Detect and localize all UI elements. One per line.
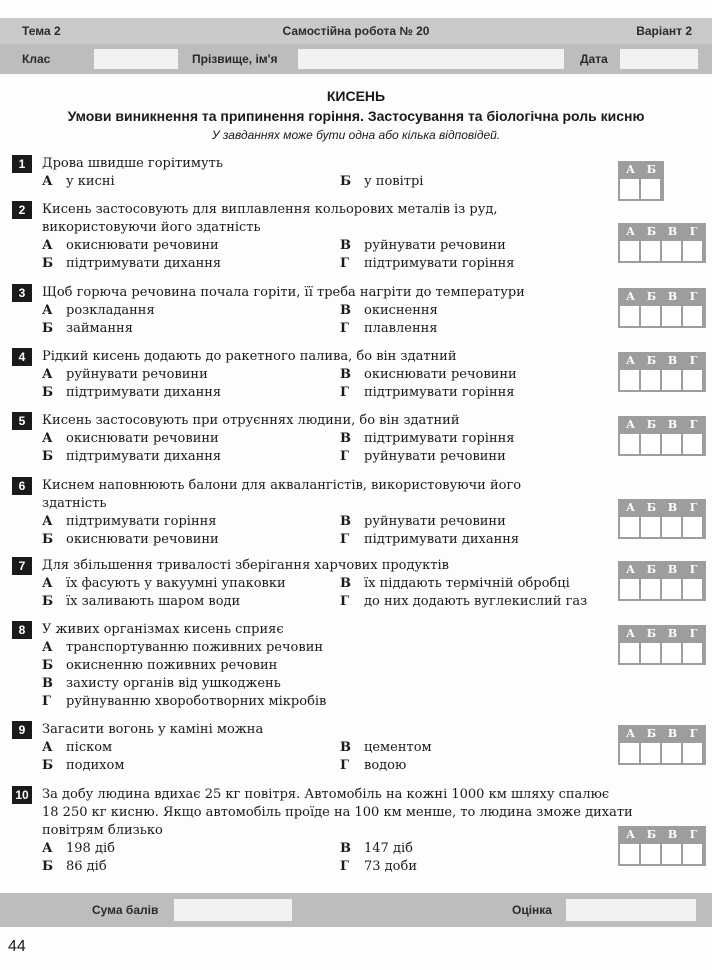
date-field[interactable] <box>620 49 698 69</box>
answer-cell-b[interactable] <box>641 434 660 454</box>
instruction-text: У завданнях може бути одна або кілька відповідей. <box>211 128 501 142</box>
answer-grid: А Б В Г <box>618 499 706 539</box>
answer-grid: А Б В Г <box>618 223 706 263</box>
task-question: Кисень застосовують при отруєннях людини, бо він здатний <box>42 413 460 428</box>
task-question-line-2: 18 250 кг кисню. Якщо автомобіль проїде на 100 км менше, то людина зможе дихати <box>42 805 633 820</box>
option-a: А підтримувати горіння <box>42 514 217 529</box>
option-v: В окиснення <box>340 303 438 318</box>
answer-cell-a[interactable] <box>620 306 639 326</box>
task-question: Для збільшення тривалості зберігання харчових продуктів <box>42 558 449 573</box>
option-a: А їх фасують у вакуумні упаковки <box>42 576 286 591</box>
task-number: 3 <box>12 284 32 302</box>
option-b: Б подихом <box>42 758 125 773</box>
answer-cell-b[interactable] <box>641 306 660 326</box>
option-a: А окиснювати речовини <box>42 238 219 253</box>
option-a: А розкладання <box>42 303 155 318</box>
task-question: Загасити вогонь у каміні можна <box>42 722 264 737</box>
option-b: Б підтримувати дихання <box>42 449 222 464</box>
answer-grid: А Б В Г <box>618 826 706 866</box>
variant-label: Варіант 2 <box>636 24 692 38</box>
answer-cell-a[interactable] <box>620 844 639 864</box>
option-g: Г руйнувати речовини <box>340 449 506 464</box>
answer-cell-a[interactable] <box>620 743 639 763</box>
option-b: Б підтримувати дихання <box>42 256 222 271</box>
answer-cell-g[interactable] <box>683 579 702 599</box>
grade-label: Оцінка <box>512 903 552 917</box>
answer-cell-v[interactable] <box>662 241 681 261</box>
answer-cell-a[interactable] <box>620 179 639 199</box>
option-a: А окиснювати речовини <box>42 431 219 446</box>
answer-cell-a[interactable] <box>620 434 639 454</box>
answer-cell-a[interactable] <box>620 241 639 261</box>
answer-grid: А Б <box>618 161 664 201</box>
name-label: Прізвище, ім'я <box>192 52 278 66</box>
name-field[interactable] <box>298 49 564 69</box>
sum-label: Сума балів <box>92 903 159 917</box>
option-v: В підтримувати горіння <box>340 431 515 446</box>
answer-cell-v[interactable] <box>662 579 681 599</box>
grade-field[interactable] <box>566 899 696 921</box>
task-question-line-1: Кисень застосовують для виплавлення кольорових металів із руд, <box>42 202 498 217</box>
answer-cell-g[interactable] <box>683 643 702 663</box>
answer-cell-b[interactable] <box>641 579 660 599</box>
topic-label: Тема 2 <box>22 24 61 38</box>
option-a: А 198 діб <box>42 841 115 856</box>
task-question: Рідкий кисень додають до ракетного палива, бо він здатний <box>42 349 457 364</box>
option-v: В 147 діб <box>340 841 413 856</box>
option-g: Г 73 доби <box>340 859 417 874</box>
answer-grid: А Б В Г <box>618 288 706 328</box>
task-question-line-1: Киснем наповнюють балони для аквалангістів, використовуючи його <box>42 478 522 493</box>
task-number: 7 <box>12 557 32 575</box>
task-number: 8 <box>12 621 32 639</box>
option-g: Г водою <box>340 758 407 773</box>
option-g: Г руйнуванню хвороботворних мікробів <box>42 694 327 709</box>
page-title: КИСЕНЬ <box>326 88 386 104</box>
task-question-line-3: повітрям близько <box>42 823 163 838</box>
class-label: Клас <box>22 52 51 66</box>
task-number: 1 <box>12 155 32 173</box>
answer-cell-v[interactable] <box>662 434 681 454</box>
task-number: 9 <box>12 721 32 739</box>
option-v: В руйнувати речовини <box>340 514 506 529</box>
option-b: Б їх заливають шаром води <box>42 594 241 609</box>
answer-cell-a[interactable] <box>620 643 639 663</box>
task-number: 6 <box>12 477 32 495</box>
option-g: Г підтримувати дихання <box>340 532 520 547</box>
answer-cell-g[interactable] <box>683 434 702 454</box>
option-b: Б окисненню поживних речовин <box>42 658 278 673</box>
task-number: 5 <box>12 412 32 430</box>
option-v: В руйнувати речовини <box>340 238 506 253</box>
answer-grid: А Б В Г <box>618 561 706 601</box>
answer-grid: А Б В Г <box>618 625 706 665</box>
answer-grid: А Б В Г <box>618 725 706 765</box>
option-a: А руйнувати речовини <box>42 367 208 382</box>
option-a: А транспортуванню поживних речовин <box>42 640 324 655</box>
option-v: В захисту органів від ушкоджень <box>42 676 281 691</box>
answer-cell-g[interactable] <box>683 306 702 326</box>
answer-cell-g[interactable] <box>683 241 702 261</box>
answer-cell-b[interactable] <box>641 370 660 390</box>
option-b: Б окиснювати речовини <box>42 532 219 547</box>
task-number: 2 <box>12 201 32 219</box>
answer-cell-b[interactable] <box>641 743 660 763</box>
answer-cell-a[interactable] <box>620 579 639 599</box>
answer-cell-g[interactable] <box>683 370 702 390</box>
task-question: Дрова швидше горітимуть <box>42 156 223 171</box>
option-g: Г плавлення <box>340 321 438 336</box>
answer-cell-a[interactable] <box>620 370 639 390</box>
score-footer-bar <box>0 893 712 927</box>
option-a: А піском <box>42 740 113 755</box>
answer-cell-v[interactable] <box>662 643 681 663</box>
option-v: В цементом <box>340 740 432 755</box>
page-subtitle: Умови виникнення та припинення горіння. Застосування та біологічна роль кисню <box>67 108 645 124</box>
task-question-line-2: використовуючи його здатність <box>42 220 261 235</box>
answer-cell-v[interactable] <box>662 844 681 864</box>
answer-cell-b[interactable] <box>641 241 660 261</box>
answer-cell-b[interactable] <box>641 844 660 864</box>
option-b: Б підтримувати дихання <box>42 385 222 400</box>
task-question-line-2: здатність <box>42 496 107 511</box>
task-question-line-1: За добу людина вдихає 25 кг повітря. Автомобіль на кожні 1000 км шляху спалює <box>42 787 610 802</box>
answer-cell-g[interactable] <box>683 743 702 763</box>
answer-grid: А Б В Г <box>618 352 706 392</box>
sum-field[interactable] <box>174 899 292 921</box>
class-field[interactable] <box>94 49 178 69</box>
answer-grid: А Б В Г <box>618 416 706 456</box>
option-g: Г до них додають вуглекислий газ <box>340 594 588 609</box>
answer-cell-b[interactable] <box>641 179 660 199</box>
page-number: 44 <box>8 938 26 955</box>
answer-cell-b[interactable] <box>641 517 660 537</box>
option-b: Б займання <box>42 321 133 336</box>
date-label: Дата <box>580 52 608 66</box>
task-number: 4 <box>12 348 32 366</box>
answer-cell-g[interactable] <box>683 844 702 864</box>
task-number: 10 <box>12 786 32 804</box>
option-v: В їх піддають термічній обробці <box>340 576 570 591</box>
task-question: Щоб горюча речовина почала горіти, її треба нагріти до температури <box>42 285 525 300</box>
option-b: Б 86 діб <box>42 859 107 874</box>
answer-cell-v[interactable] <box>662 743 681 763</box>
answer-cell-v[interactable] <box>662 517 681 537</box>
answer-cell-v[interactable] <box>662 306 681 326</box>
option-g: Г підтримувати горіння <box>340 256 515 271</box>
answer-cell-a[interactable] <box>620 517 639 537</box>
answer-cell-v[interactable] <box>662 370 681 390</box>
task-question: У живих організмах кисень сприяє <box>42 622 284 637</box>
option-b: Б у повітрі <box>340 174 424 189</box>
option-g: Г підтримувати горіння <box>340 385 515 400</box>
option-a: А у кисні <box>42 174 115 189</box>
option-v: В окиснювати речовини <box>340 367 517 382</box>
work-title: Самостійна робота № 20 <box>282 24 430 38</box>
answer-cell-g[interactable] <box>683 517 702 537</box>
answer-cell-b[interactable] <box>641 643 660 663</box>
